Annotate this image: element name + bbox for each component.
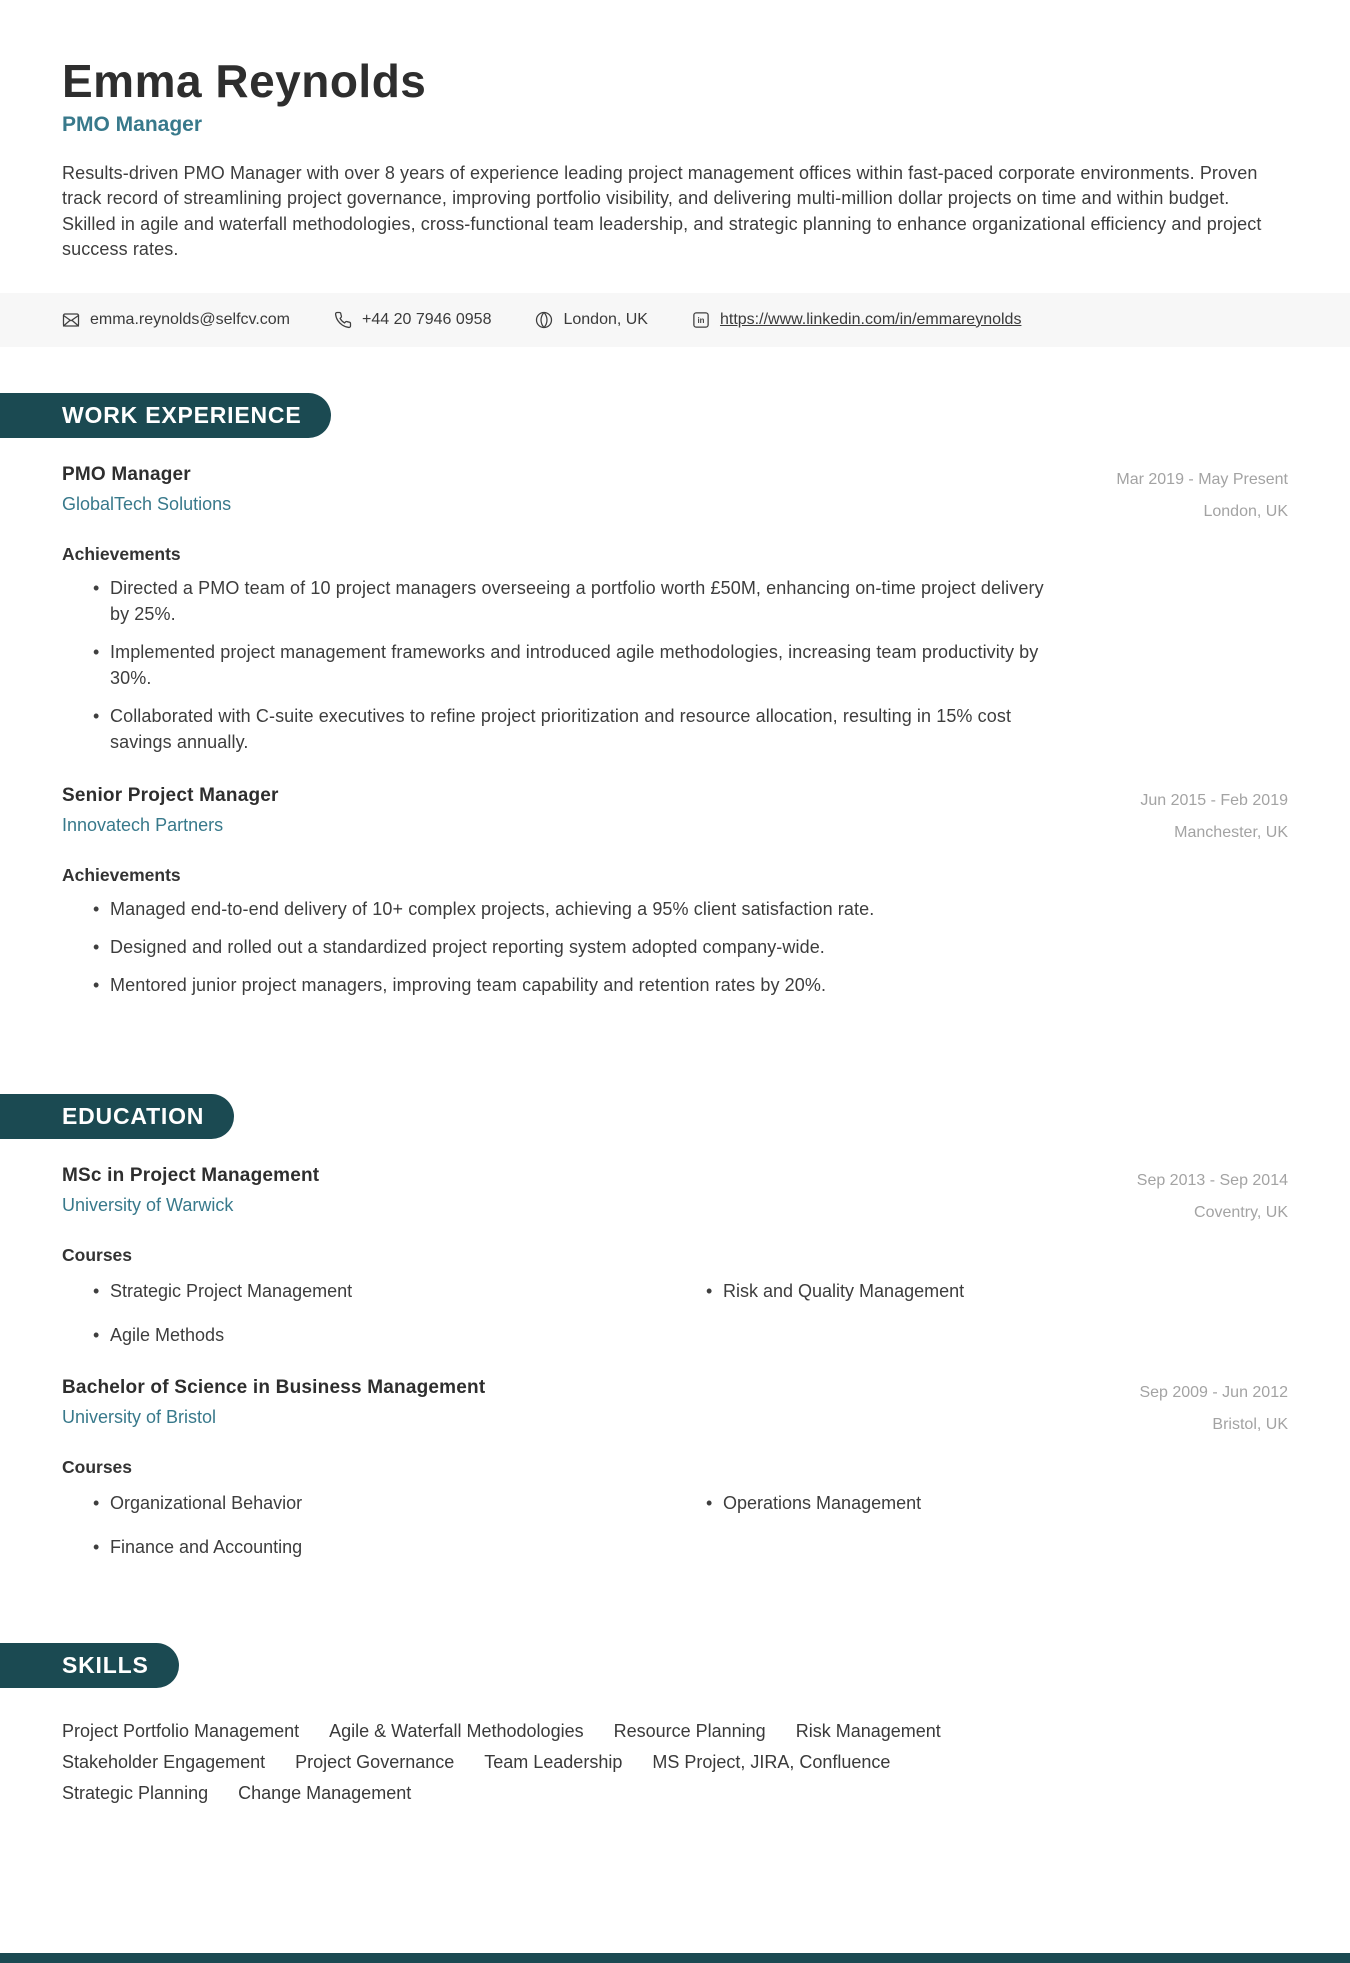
course-item: • Agile Methods [62,1322,675,1349]
job-dates: Mar 2019 - May Present [1116,470,1288,488]
job-title: Senior Project Manager [62,784,279,806]
education-location: Coventry, UK [1194,1204,1288,1222]
section-header-education: EDUCATION [0,1094,234,1139]
footer-bar [0,1953,1350,1963]
courses-list [62,1490,1288,1561]
linkedin-icon [692,311,710,329]
job-entry [0,785,1350,998]
svg-text:in: in [697,315,705,325]
job-dates: Jun 2015 - Feb 2019 [1140,791,1288,809]
courses-label: Courses [62,1457,133,1478]
school-name: University of Warwick [62,1195,234,1216]
achievements-list [62,896,1062,998]
education-location: Bristol, UK [1212,1416,1288,1434]
course-item: • Risk and Quality Management [675,1278,1288,1305]
course-item: • Organizational Behavior [62,1490,675,1517]
job-entry [0,464,1350,755]
page-title: Emma Reynolds [62,55,427,107]
headline-role: PMO Manager [62,112,203,136]
contact-linkedin [692,311,1021,329]
skill-item: Risk Management [795,1721,941,1742]
courses-list [62,1278,1288,1349]
degree-title: Bachelor of Science in Business Management [62,1377,486,1399]
education-dates: Sep 2013 - Sep 2014 [1136,1172,1288,1190]
contact-location-text: London, UK [563,310,648,328]
phone-icon [334,311,352,329]
courses-label: Courses [62,1245,133,1266]
skill-item: Change Management [238,1783,412,1804]
achievement-item: • Designed and rolled out a standardized project reporting system adopted company-wide. [62,934,1062,960]
achievements-label: Achievements [62,543,181,564]
achievement-item: • Collaborated with C-suite executives to refine project prioritization and resource allocation, resulting in 15% cost savings annually. [62,703,1062,755]
skill-item: MS Project, JIRA, Confluence [652,1752,891,1773]
degree-title: MSc in Project Management [62,1165,320,1187]
skill-item: Resource Planning [613,1721,766,1742]
achievement-item: • Managed end-to-end delivery of 10+ complex projects, achieving a 95% client satisfaction rate. [62,896,1062,922]
skill-item: Strategic Planning [62,1783,209,1804]
contact-bar [0,293,1350,347]
job-title: PMO Manager [62,463,191,485]
school-name: University of Bristol [62,1407,217,1428]
contact-email-text: emma.reynolds@selfcv.com [90,310,290,328]
job-company: GlobalTech Solutions [62,493,232,514]
skill-item: Team Leadership [484,1752,623,1773]
contact-phone [334,311,491,329]
globe-icon [535,311,553,329]
skill-item: Stakeholder Engagement [62,1752,266,1773]
achievement-item: • Mentored junior project managers, improving team capability and retention rates by 20%. [62,972,1062,998]
job-location: London, UK [1203,502,1288,520]
job-location: Manchester, UK [1174,823,1288,841]
course-item: • Operations Management [675,1490,1288,1517]
achievement-item: • Directed a PMO team of 10 project managers overseeing a portfolio worth £50M, enhancing on-time project delivery by 25%. [62,575,1062,627]
contact-phone-text: +44 20 7946 0958 [362,310,492,328]
job-company: Innovatech Partners [62,814,224,835]
summary-text: Results-driven PMO Manager with over 8 years of experience leading project management offices within fast-paced corporate environments. Proven track record of streamlining project governance, improving portfolio visibility, and delivering multi-million dollar projects on time and within budget. Skilled in agile and waterfall methodologies, cross-functional team leadership, and strategic planning to enhance organizational efficiency and project success rates. [62,162,1262,260]
skills-list [0,1722,1010,1802]
education-dates: Sep 2009 - Jun 2012 [1139,1384,1288,1402]
linkedin-link[interactable]: https://www.linkedin.com/in/emmareynolds [719,310,1022,328]
course-item: • Strategic Project Management [62,1278,675,1305]
skill-item: Project Portfolio Management [62,1721,300,1742]
achievements-label: Achievements [62,864,181,885]
education-entry [0,1165,1350,1349]
course-item: • Finance and Accounting [62,1534,675,1561]
section-header-work-experience: WORK EXPERIENCE [0,393,331,438]
skill-item: Agile & Waterfall Methodologies [329,1721,584,1742]
envelope-icon [62,311,80,329]
contact-location [535,311,648,329]
section-header-skills: SKILLS [0,1643,179,1688]
achievements-list [62,575,1062,755]
contact-email [62,311,290,329]
skill-item: Project Governance [295,1752,455,1773]
achievement-item: • Implemented project management frameworks and introduced agile methodologies, increasing team productivity by 30%. [62,639,1062,691]
education-entry [0,1377,1350,1561]
